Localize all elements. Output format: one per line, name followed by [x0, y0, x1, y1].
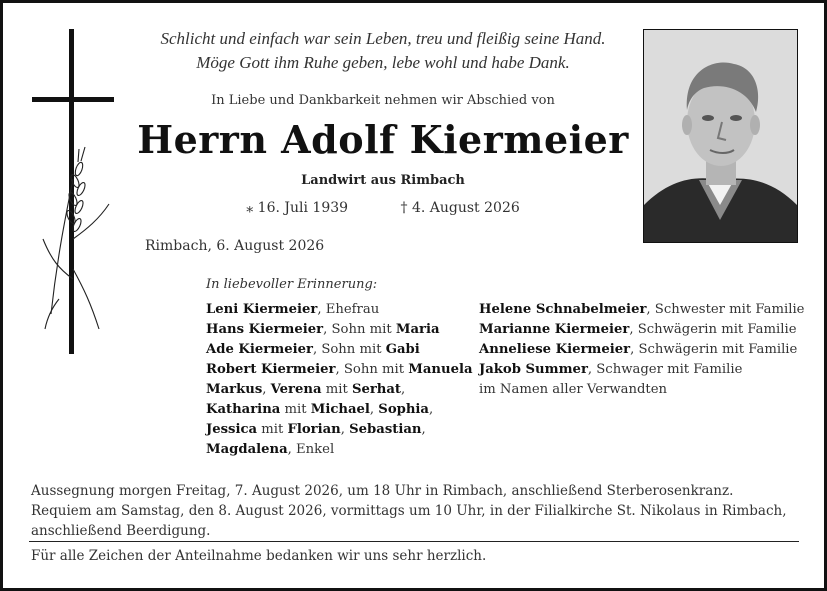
family-relation: mit [321, 382, 352, 397]
family-name: Michael [310, 402, 370, 417]
family-name: Ade Kiermeier [206, 342, 313, 357]
quote-line-2: Möge Gott ihm Ruhe geben, lebe wohl und habe Dank. [196, 53, 570, 72]
family-name: Jessica [206, 422, 258, 437]
family-relation: , Sohn mit [323, 322, 396, 337]
family-name: Verena [270, 382, 322, 397]
family-entry [206, 400, 476, 420]
family-relation: , Schwägerin mit Familie [629, 322, 797, 337]
memory-heading: In liebevoller Erinnerung: [206, 277, 378, 292]
family-name: Markus [206, 382, 263, 397]
family-relation: , Schwägerin mit Familie [630, 342, 798, 357]
family-entry [206, 360, 476, 380]
family-relation: , Schwager mit Familie [587, 362, 743, 377]
thanks-text: Für alle Zeichen der Anteilnahme bedanken wir uns sehr herzlich. [31, 548, 487, 564]
occupation: Landwirt aus Rimbach [301, 173, 465, 188]
family-relation: , [340, 422, 350, 437]
family-relation: , Sohn mit [335, 362, 409, 377]
family-relation: , [401, 382, 406, 397]
family-name: Leni Kiermeier [206, 302, 318, 317]
family-relation: , Ehefrau [317, 302, 380, 317]
family-relation: im Namen aller Verwandten [479, 382, 668, 397]
family-name: Magdalena [206, 442, 288, 457]
family-name: Serhat [351, 382, 402, 397]
death-date: † 4. August 2026 [400, 200, 520, 216]
family-name: Jakob Summer [479, 362, 588, 377]
deceased-name: Herrn Adolf Kiermeier [137, 117, 629, 162]
family-name: Sebastian [349, 422, 422, 437]
family-entry [206, 340, 476, 360]
family-name: Robert Kiermeier [206, 362, 336, 377]
family-name: Marianne Kiermeier [479, 322, 630, 337]
family-name: Gabi [385, 342, 420, 357]
cross-with-wheat-icon [29, 29, 119, 354]
family-name: Sophia [378, 402, 429, 417]
family-entry [479, 320, 809, 340]
family-entry [479, 360, 809, 380]
divider [29, 541, 799, 542]
family-entry [206, 420, 476, 440]
family-relation: , Sohn mit [312, 342, 386, 357]
notice-line-3: anschließend Beerdigung. [31, 523, 211, 539]
place-and-date: Rimbach, 6. August 2026 [145, 238, 325, 254]
family-entry [479, 300, 809, 320]
quote-line-1: Schlicht und einfach war sein Leben, treu und fleißig seine Hand. [160, 29, 606, 48]
family-entry [206, 440, 476, 460]
family-relation: , [428, 402, 434, 417]
family-entry [206, 300, 476, 320]
family-entry [206, 320, 476, 340]
portrait-illustration [644, 30, 797, 242]
family-relation: , Enkel [287, 442, 335, 457]
life-dates [133, 200, 633, 216]
family-name: Anneliese Kiermeier [479, 342, 631, 357]
family-name: Hans Kiermeier [206, 322, 324, 337]
memorial-quote [133, 27, 633, 75]
family-list-left [206, 300, 476, 460]
intro-text: In Liebe und Dankbarkeit nehmen wir Abschied von [211, 93, 555, 108]
family-relation: , [262, 382, 271, 397]
family-relation: , [369, 402, 379, 417]
family-entry [479, 340, 809, 360]
family-name: Helene Schnabelmeier [479, 302, 647, 317]
notice-line-2: Requiem am Samstag, den 8. August 2026, vormittags um 10 Uhr, in der Filialkirche St. Nikolaus in Rimbach, [31, 503, 787, 519]
family-relation: mit [257, 422, 288, 437]
notice-line-1: Aussegnung morgen Freitag, 7. August 2026, um 18 Uhr in Rimbach, anschließend Sterberosenkranz. [31, 483, 734, 499]
family-name: Florian [287, 422, 341, 437]
family-relation: mit [280, 402, 311, 417]
family-name: Manuela [408, 362, 473, 377]
family-name: Katharina [206, 402, 281, 417]
portrait-photo [643, 29, 798, 243]
family-list-right [479, 300, 809, 400]
birth-date: ⁎ 16. Juli 1939 [246, 200, 349, 216]
service-notice [31, 481, 796, 541]
family-relation: , Schwester mit Familie [646, 302, 805, 317]
family-name: Maria [395, 322, 440, 337]
family-entry [479, 380, 809, 400]
family-entry [206, 380, 476, 400]
family-relation: , [421, 422, 426, 437]
